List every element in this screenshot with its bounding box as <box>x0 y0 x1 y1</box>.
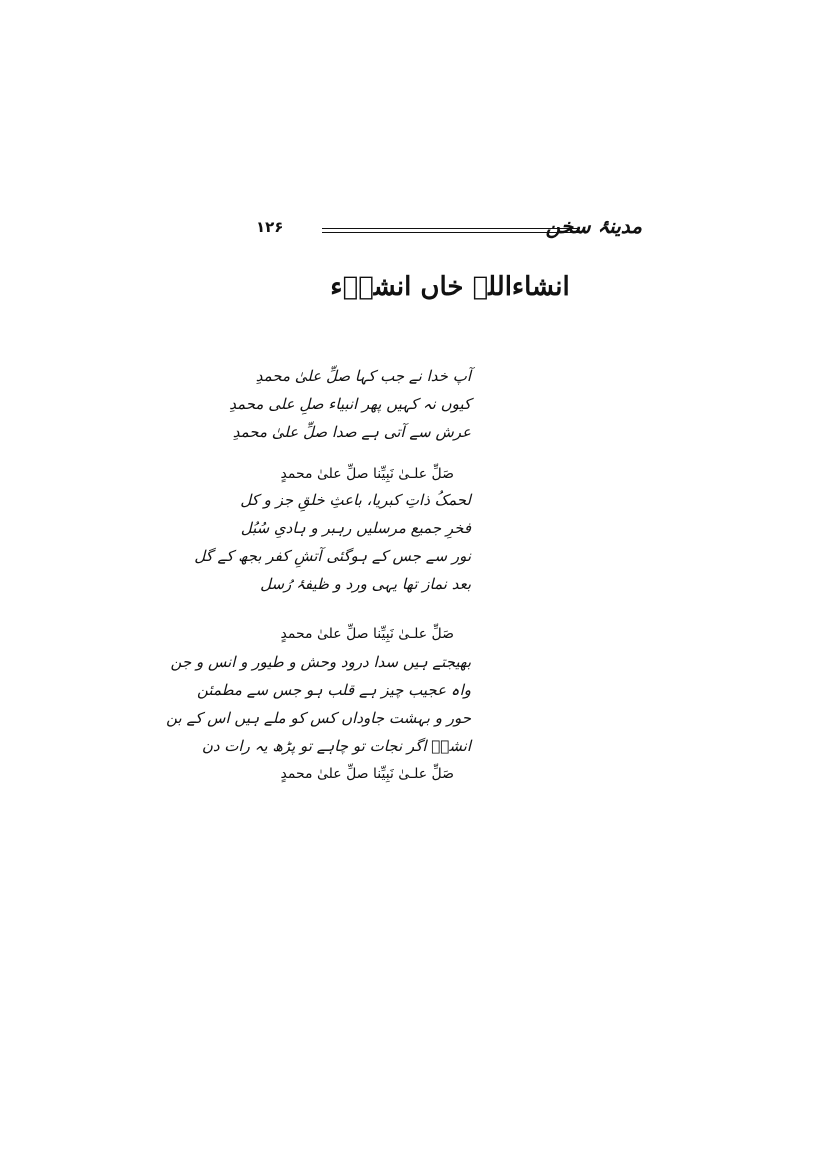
verse-line: بھیجتے ہیں سدا درود وحش و طیور و انس و جن <box>170 653 471 671</box>
verse-line: نور سے جس کے ہوگئی آتشِ کفر بجھ کے گل <box>194 547 471 565</box>
verse-line: حور و بہشت جاوداں کس کو ملے ہیں اس کے بن <box>166 709 471 727</box>
verse-line: واہ عجیب چیز ہے قلب ہو جس سے مطمئن <box>197 681 471 699</box>
verse-line: کیوں نہ کہیں پھر انبیاء صلِ علی محمدِ <box>229 395 471 413</box>
header-double-rule <box>322 228 580 233</box>
verse-line: عرش سے آتی ہے صدا صلِّ علیٰ محمدِ <box>232 423 471 441</box>
book-title: مدینۂ سخن <box>545 214 642 238</box>
verse-line: انشاؔ اگر نجات تو چاہے تو پڑھ یہ رات دن <box>201 737 471 755</box>
page-number: ۱۲۶ <box>256 218 284 236</box>
verse-line: لحمکُ ذاتِ کبریا، باعثِ خلقِ جز و کل <box>240 491 471 509</box>
stanza-3 <box>166 648 471 760</box>
refrain-line: صَلِّ علـیٰ نَبِیِّنا صلِّ علیٰ محمدٍ <box>280 626 454 642</box>
stanza-2 <box>194 486 471 598</box>
page-header <box>250 210 650 250</box>
stanza-1 <box>231 362 471 446</box>
refrain-line: صَلِّ علـیٰ نَبِیِّنا صلِّ علیٰ محمدٍ <box>280 466 454 482</box>
verse-line: فخرِ جمیع مرسلیں رہبر و ہادیِ سُبُل <box>240 519 471 537</box>
poet-name-heading: انشاءاللہ خاں انشاؔء <box>330 272 570 302</box>
refrain-line: صَلِّ علـیٰ نَبِیِّنا صلِّ علیٰ محمدٍ <box>280 766 454 782</box>
verse-line: بعد نماز تھا یہی ورد و ظیفۂ رُسل <box>260 575 471 593</box>
verse-line: آپ خدا نے جب کہا صلِّ علیٰ محمدِ <box>255 367 471 385</box>
